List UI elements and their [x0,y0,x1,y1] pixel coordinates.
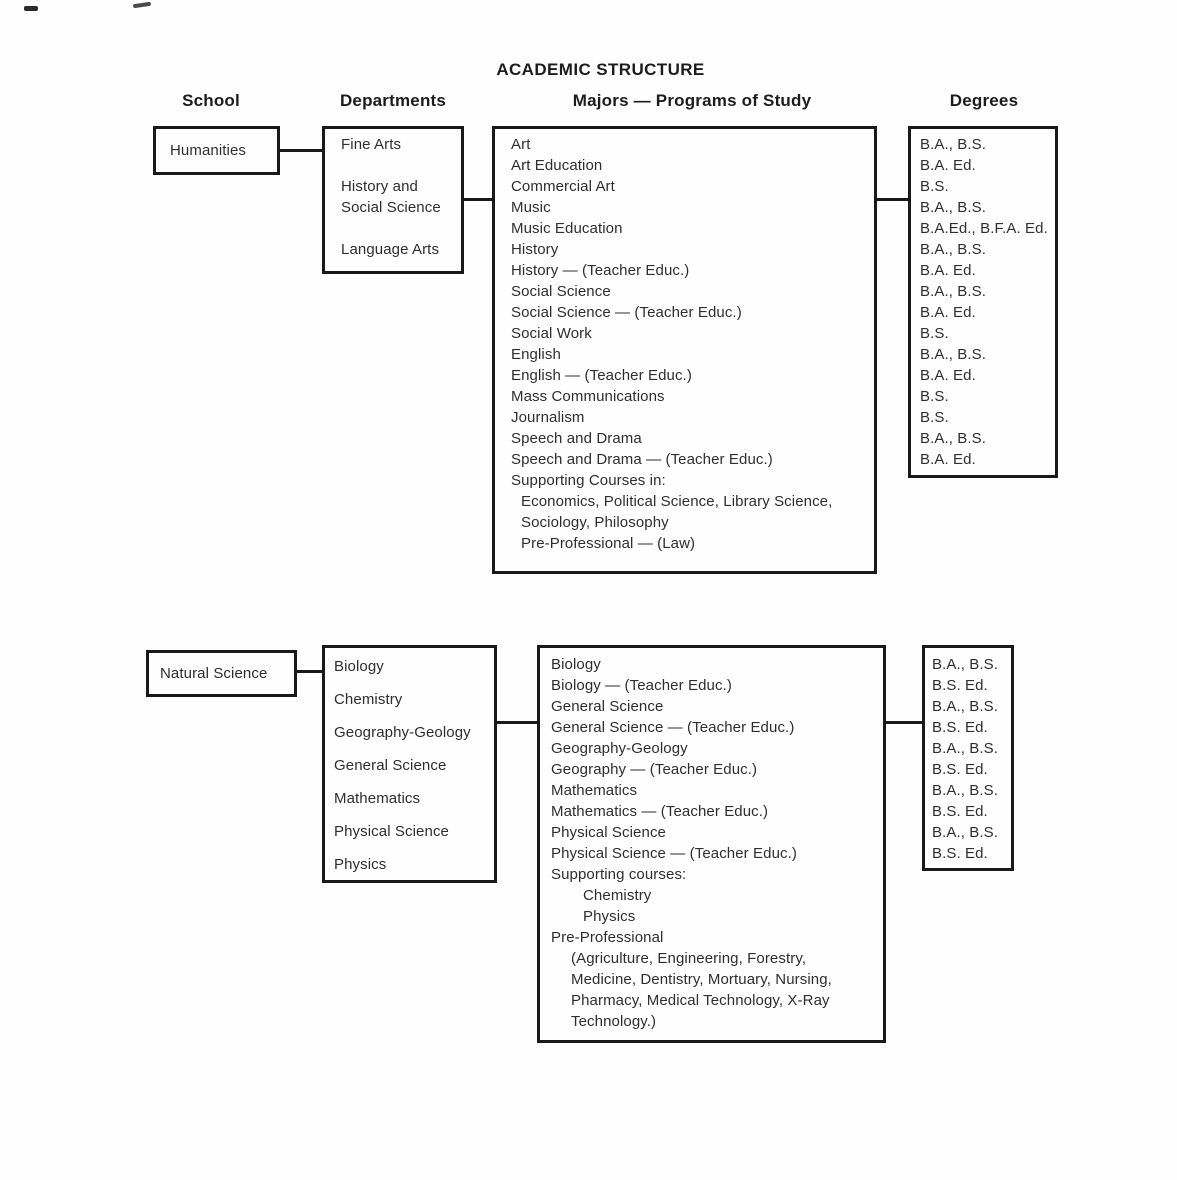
major-item: Commercial Art [511,178,615,195]
degree-item: B.A., B.S. [932,698,999,715]
connector-line-humanities-departments-majors [464,198,492,201]
major-item: Mathematics [551,782,638,799]
major-item: (Agriculture, Engineering, Forestry, [571,950,807,967]
major-item: Medicine, Dentistry, Mortuary, Nursing, [571,971,832,988]
major-item: General Science — (Teacher Educ.) [551,719,795,736]
degree-item: B.S. [920,388,949,405]
major-item: Supporting courses: [551,866,687,883]
department-item: Social Science [341,199,441,216]
connector-line-humanities-majors-degrees [877,198,908,201]
degree-item: B.A. Ed. [920,157,976,174]
major-item: Sociology, Philosophy [521,514,669,531]
major-item: Pharmacy, Medical Technology, X-Ray [571,992,830,1009]
department-item: Physics [334,856,387,873]
degrees-box-natural-science [922,645,1014,871]
department-item: Fine Arts [341,136,402,153]
major-item: Biology — (Teacher Educ.) [551,677,732,694]
major-item: History [511,241,559,258]
degree-item: B.S. Ed. [932,719,988,736]
school-label-humanities: Humanities [170,142,247,159]
degree-item: B.S. Ed. [932,803,988,820]
major-item: Music [511,199,551,216]
major-item: General Science [551,698,664,715]
degree-item: B.S. Ed. [932,761,988,778]
page-title: ACADEMIC STRUCTURE [496,60,705,79]
column-header-departments: Departments [339,91,447,110]
department-item: Language Arts [341,241,440,258]
scan-artifact [24,6,38,11]
department-item: Physical Science [334,823,449,840]
degree-item: B.A., B.S. [932,782,999,799]
degree-item: B.A., B.S. [920,199,987,216]
departments-box-humanities [322,126,464,274]
major-item: English — (Teacher Educ.) [511,367,692,384]
major-item: Journalism [511,409,585,426]
degree-item: B.A. Ed. [920,367,976,384]
major-item: Art Education [511,157,603,174]
major-item: Supporting Courses in: [511,472,666,489]
major-item: Physics [583,908,636,925]
school-box-humanities [153,126,280,175]
degree-item: B.A., B.S. [932,740,999,757]
department-item: General Science [334,757,447,774]
major-item: Mass Communications [511,388,665,405]
majors-box-natural-science [537,645,886,1043]
major-item: Social Science [511,283,611,300]
department-item [341,218,455,239]
major-item: Social Science — (Teacher Educ.) [511,304,742,321]
major-item: Pre-Professional — (Law) [521,535,696,552]
major-item: English [511,346,561,363]
major-item: Pre-Professional [551,929,664,946]
department-item [341,155,455,176]
degree-item: B.A. Ed. [920,262,976,279]
connector-line-natural-science-majors-degrees [886,721,922,724]
degree-item: B.S. [920,409,949,426]
degree-item: B.A., B.S. [932,656,999,673]
connector-line-humanities-school-departments [280,149,322,152]
department-item: History and [341,178,418,195]
department-item: Biology [334,658,384,675]
major-item: Art [511,136,531,153]
major-item: History — (Teacher Educ.) [511,262,690,279]
major-item: Technology.) [571,1013,657,1030]
degree-item: B.A. Ed. [920,304,976,321]
degree-item: B.S. [920,325,949,342]
degree-item: B.A., B.S. [920,346,987,363]
major-item: Physical Science — (Teacher Educ.) [551,845,797,862]
department-item: Chemistry [334,691,403,708]
degree-item: B.S. [920,178,949,195]
school-label-natural-science: Natural Science [160,665,268,682]
major-item: Speech and Drama [511,430,642,447]
scan-artifact [133,2,151,8]
major-item: Chemistry [583,887,652,904]
major-item: Music Education [511,220,623,237]
degree-item: B.S. Ed. [932,677,988,694]
majors-box-humanities [492,126,877,574]
degree-item: B.A., B.S. [920,241,987,258]
major-item: Biology [551,656,601,673]
degree-item: B.A.Ed., B.F.A. Ed. [920,220,1048,237]
degree-item: B.A., B.S. [920,283,987,300]
major-item: Speech and Drama — (Teacher Educ.) [511,451,773,468]
major-item: Physical Science [551,824,666,841]
column-header-degrees: Degrees [949,91,1019,110]
departments-box-natural-science [322,645,497,883]
degree-item: B.A., B.S. [920,430,987,447]
degree-item: B.S. Ed. [932,845,988,862]
column-header-school: School [182,91,240,110]
school-box-natural-science [146,650,297,697]
connector-line-natural-science-school-departments [297,670,322,673]
degree-item: B.A., B.S. [920,136,987,153]
department-item: Geography-Geology [334,724,471,741]
major-item: Geography-Geology [551,740,688,757]
major-item: Geography — (Teacher Educ.) [551,761,758,778]
department-item: Mathematics [334,790,421,807]
major-item: Social Work [511,325,592,342]
column-header-majors: Majors — Programs of Study [572,91,812,110]
degrees-box-humanities [908,126,1058,478]
degree-item: B.A., B.S. [932,824,999,841]
degree-item: B.A. Ed. [920,451,976,468]
major-item: Mathematics — (Teacher Educ.) [551,803,769,820]
major-item: Economics, Political Science, Library Science, [521,493,833,510]
connector-line-natural-science-departments-majors [497,721,537,724]
